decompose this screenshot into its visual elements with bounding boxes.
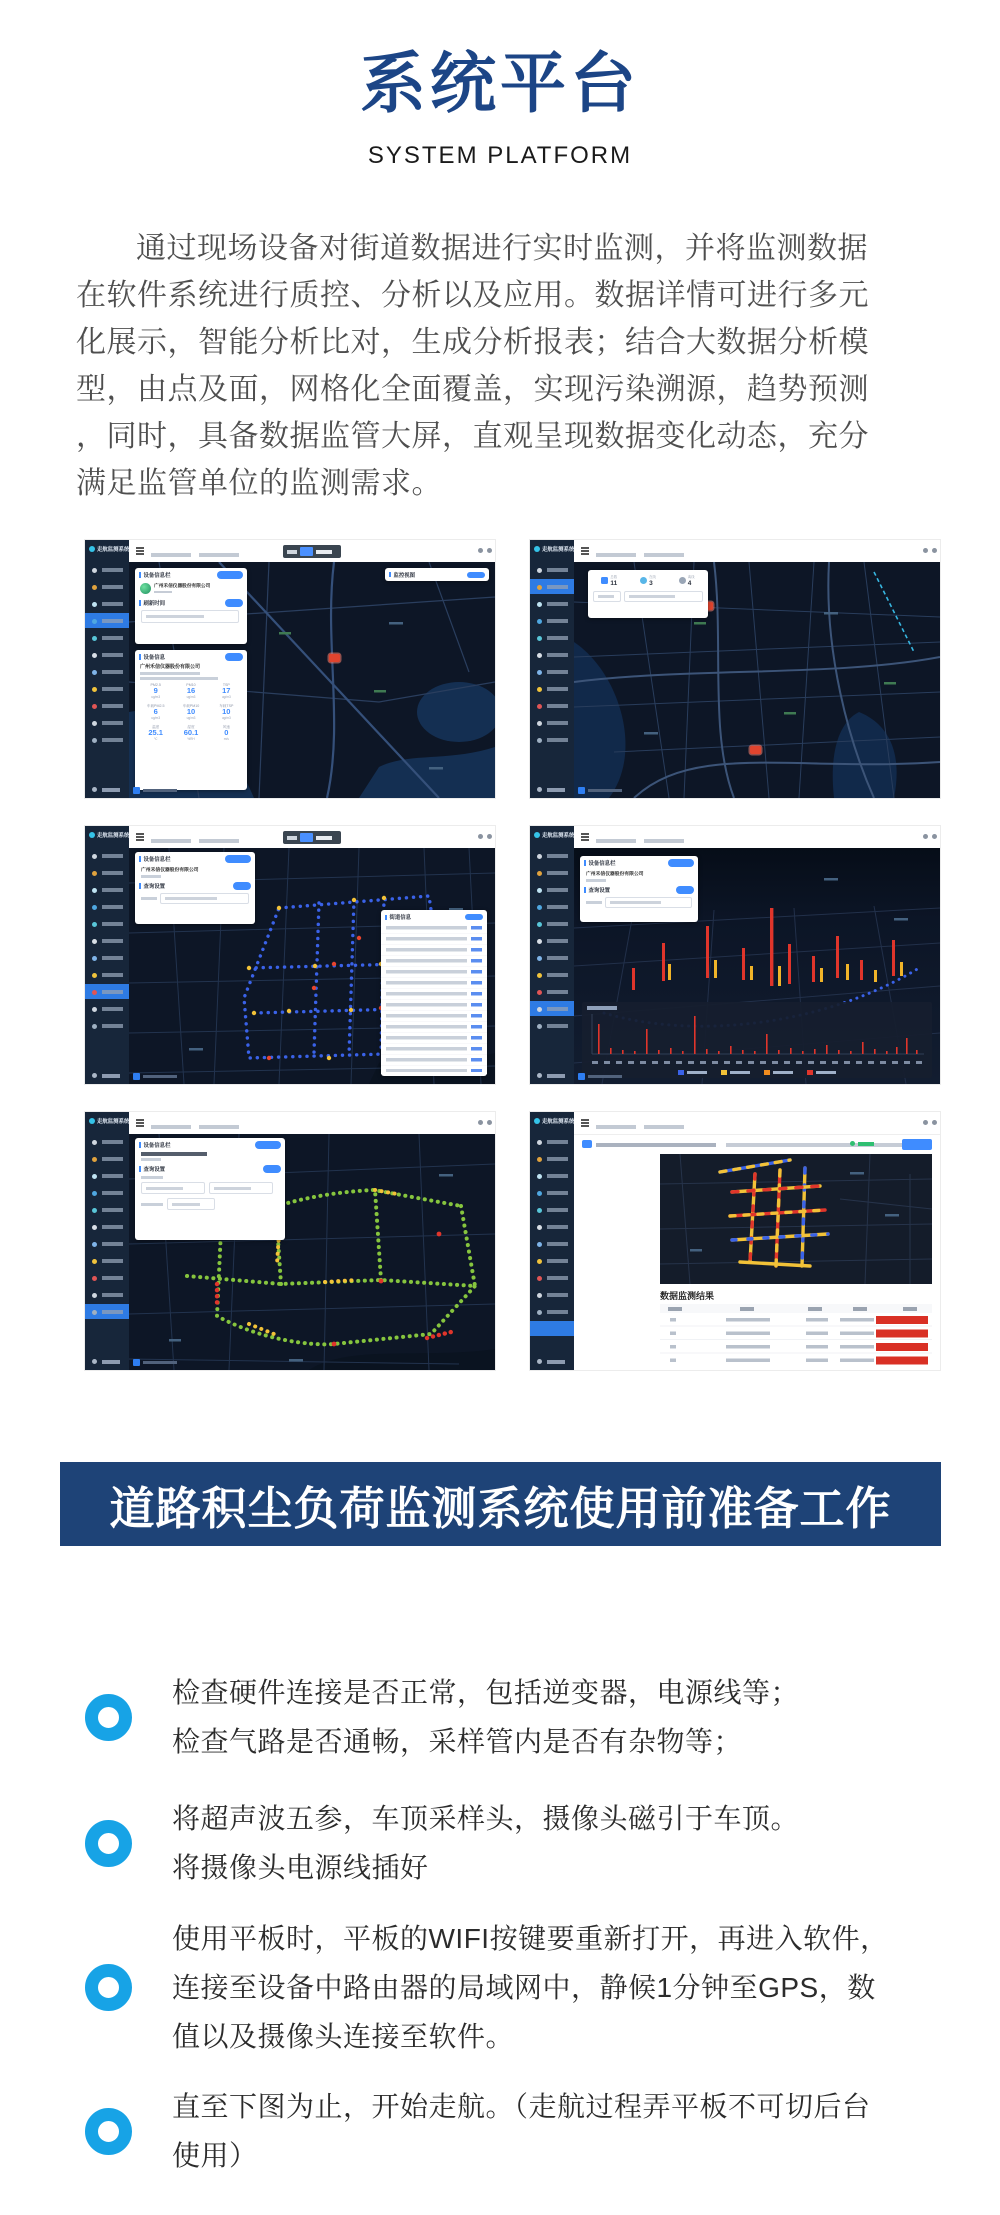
app-title: 走航监测系统 <box>542 547 575 553</box>
metric-cell: 车载TSP 10 ug/m3 <box>219 703 234 720</box>
sidebar-footer-item <box>537 1359 542 1364</box>
breadcrumb <box>596 1125 636 1129</box>
chart-legend <box>678 1070 836 1075</box>
dark-map-view <box>574 562 940 798</box>
screenshot-3d-pollution-bars <box>530 826 940 1084</box>
company-name: 广州禾信仪器股份有限公司 <box>154 583 211 588</box>
intro-line: 型，由点及面，网格化全面覆盖，实现污染溯源，趋势预测 <box>76 373 869 406</box>
card-action-button <box>233 882 251 890</box>
card-action-button <box>668 859 694 867</box>
table-header <box>660 1304 932 1313</box>
map-mode-switch <box>283 831 341 844</box>
check-item-4 <box>85 2082 925 2180</box>
monitor-view-card <box>385 568 489 581</box>
screenshot-route-tracking-map <box>85 826 495 1084</box>
app-topbar <box>129 540 495 563</box>
refresh-input <box>141 610 239 623</box>
card-title: 设备信息栏 <box>588 861 616 867</box>
app-logo-icon <box>534 546 540 552</box>
check-line: 连接至设备中路由器的局域网中，静候1分钟至GPS，数 <box>172 1972 876 2003</box>
sidebar-menu-icons <box>92 854 97 859</box>
metric-grid <box>135 680 247 744</box>
check-line: 将超声波五参，车顶采样头，摄像头磁引于车顶。 <box>172 1803 800 1834</box>
intro-line: 在软件系统进行质控、分析以及应用。数据详情可进行多元 <box>76 279 869 312</box>
device-bar-card <box>580 856 698 922</box>
timeline-spikes-chart <box>582 1002 932 1078</box>
report-toolbar <box>582 1139 932 1152</box>
sidebar-footer-item <box>537 1073 542 1078</box>
card-title: 设备信息栏 <box>143 573 171 579</box>
fleet-stats-row <box>588 570 708 589</box>
card-title: 刷新时间 <box>143 601 166 607</box>
map-provider-logo <box>133 787 140 794</box>
card-title: 设备信息 <box>143 655 166 661</box>
app-topbar <box>129 826 495 849</box>
app-title: 走航监测系统 <box>97 1119 130 1125</box>
time-range-input <box>605 897 692 908</box>
map-mode-switch <box>283 545 341 558</box>
metric-cell: TSP 17 ug/m3 <box>221 683 231 699</box>
check-line: 直至下图为止，开始走航。（走航过程弄平板不可切后台 <box>172 2091 871 2122</box>
page-title: 系统平台 <box>360 46 640 120</box>
check-bullet-icon <box>85 2108 132 2155</box>
app-sidebar <box>530 540 574 798</box>
street-info-panel <box>381 910 487 1076</box>
toolbar-text-bars <box>596 1143 716 1147</box>
sidebar-menu-labels <box>102 1140 123 1318</box>
screenshot-grid <box>85 540 940 1370</box>
param-select <box>167 1198 215 1210</box>
menu-toggle-icon <box>136 1119 144 1121</box>
time-range-input <box>160 893 249 904</box>
screenshot-device-detail-map <box>85 540 495 798</box>
map-3d-view <box>574 848 940 1084</box>
stat-total: 总数 11 <box>601 574 617 587</box>
map-provider-logo <box>133 1359 140 1366</box>
menu-toggle-icon <box>581 833 589 835</box>
card-action-button <box>225 653 243 661</box>
sidebar-active-item <box>530 1321 574 1336</box>
stat-offline: 离线 4 <box>679 574 695 587</box>
online-icon <box>640 577 647 584</box>
card-title: 街道信息 <box>389 915 412 921</box>
metric-cell: 风速 0 m/s <box>222 724 230 741</box>
check-line: 检查硬件连接是否正常，包括逆变器，电源线等； <box>172 1677 800 1708</box>
sidebar-menu-icons <box>92 1140 97 1145</box>
device-bar-card <box>135 852 255 924</box>
breadcrumb <box>151 1125 191 1129</box>
app-sidebar <box>530 826 574 1084</box>
menu-toggle-icon <box>136 833 144 835</box>
check-item-2 <box>85 1794 925 1892</box>
intro-line: ，同时，具备数据监管大屏，直观呈现数据变化动态，充分 <box>76 420 869 453</box>
banner-title: 道路积尘负荷监测系统使用前准备工作 <box>109 1482 892 1534</box>
screenshot-monitor-result-table <box>530 1112 940 1370</box>
device-bar-card <box>135 568 247 644</box>
card-action-button <box>467 572 485 578</box>
sidebar-menu-icons <box>537 1140 542 1145</box>
result-table-title: 数据监测结果 <box>660 1291 715 1301</box>
sidebar-menu-labels <box>547 568 568 746</box>
topbar-action-icons <box>923 1120 928 1125</box>
check-bullet-icon <box>85 1694 132 1741</box>
check-item-3 <box>85 1914 925 2061</box>
menu-toggle-icon <box>581 547 589 549</box>
company-name: 广州禾信仪器股份有限公司 <box>140 664 201 670</box>
sidebar-footer-item <box>92 787 97 792</box>
timeline-chart-panel <box>582 1002 932 1078</box>
screenshot-dust-heat-route <box>85 1112 495 1370</box>
sidebar-menu-icons <box>537 854 542 859</box>
app-topbar <box>574 540 940 563</box>
dark-map-view <box>129 848 495 1084</box>
map-provider-logo <box>133 1073 140 1080</box>
result-table <box>660 1304 932 1366</box>
check-line: 检查气路是否通畅，采样管内是否有杂物等； <box>172 1726 743 1757</box>
metric-cell: PM2.5 9 ug/m3 <box>150 683 161 699</box>
app-title: 走航监测系统 <box>542 833 575 839</box>
card-action-button <box>217 571 243 579</box>
screenshot-fleet-overview-map <box>530 540 940 798</box>
legend-item-orange <box>764 1070 793 1075</box>
card-action-button <box>225 599 243 607</box>
app-sidebar <box>85 826 129 1084</box>
check-bullet-icon <box>85 1964 132 2011</box>
intro-paragraph <box>76 225 928 507</box>
check-line: 将摄像头电源线插好 <box>172 1852 429 1883</box>
sidebar-menu-labels <box>102 568 123 746</box>
card-title: 设备信息栏 <box>143 857 171 863</box>
result-map-routes <box>660 1154 932 1284</box>
card-title: 查询设置 <box>588 888 611 894</box>
chart-x-axis-labels <box>592 1061 924 1064</box>
app-sidebar <box>85 1112 129 1370</box>
export-button <box>902 1139 932 1150</box>
check-item-1 <box>85 1668 925 1766</box>
intro-line: 满足监管单位的监测需求。 <box>76 467 442 500</box>
topbar-action-icons <box>923 548 928 553</box>
app-sidebar <box>85 540 129 798</box>
search-input <box>624 591 703 602</box>
sidebar-menu-icons <box>537 568 542 573</box>
app-title: 走航监测系统 <box>542 1119 575 1125</box>
vehicle-icon <box>582 1140 592 1148</box>
dark-map-view <box>129 562 495 798</box>
app-title: 走航监测系统 <box>97 833 130 839</box>
breadcrumb <box>596 553 636 557</box>
company-name: 广州禾信仪器股份有限公司 <box>141 868 199 873</box>
card-action-button <box>676 886 694 894</box>
app-sidebar <box>530 1112 574 1370</box>
app-logo-icon <box>89 546 95 552</box>
vehicle-marker-icon <box>750 746 761 754</box>
topbar-action-icons <box>923 834 928 839</box>
topbar-action-icons <box>478 1120 483 1125</box>
card-title: 查询设置 <box>143 884 166 890</box>
legend-item-yellow <box>721 1070 750 1075</box>
trend-red-bars <box>876 1316 928 1366</box>
fleet-stats-card <box>588 570 708 618</box>
end-date-input <box>209 1182 273 1194</box>
sidebar-footer-item <box>92 1073 97 1078</box>
breadcrumb <box>151 839 191 843</box>
check-bullet-icon <box>85 1820 132 1867</box>
offline-icon <box>679 577 686 584</box>
company-logo-icon <box>140 583 151 594</box>
intro-line: 通过现场设备对街道数据进行实时监测，并将监测数据 <box>136 232 868 265</box>
legend-item-blue <box>678 1070 707 1075</box>
app-title: 走航监测系统 <box>97 547 130 553</box>
sidebar-footer-item <box>537 787 542 792</box>
topbar-action-icons <box>478 548 483 553</box>
app-topbar <box>129 1112 495 1135</box>
card-action-button <box>465 914 483 920</box>
sidebar-footer-item <box>92 1359 97 1364</box>
stat-online: 在线 3 <box>640 574 656 587</box>
device-bar-card <box>135 1138 285 1240</box>
menu-toggle-icon <box>581 1119 589 1121</box>
card-title: 查询设置 <box>143 1167 166 1173</box>
page-subtitle: SYSTEM PLATFORM <box>367 142 633 169</box>
app-logo-icon <box>89 832 95 838</box>
online-status-icon <box>850 1141 855 1146</box>
metric-cell: 湿度 60.1 %RH <box>183 724 199 741</box>
dark-map-view <box>129 1134 495 1370</box>
check-line: 使用平板时，平板的WIFI按键要重新打开，再进入软件， <box>172 1923 889 1954</box>
sidebar-menu-icons <box>92 568 97 573</box>
check-line: 值以及摄像头连接至软件。 <box>172 2021 515 2052</box>
sidebar-menu-labels <box>102 854 123 1032</box>
card-action-button <box>263 1165 281 1173</box>
metric-cell: 车载PM2.5 6 ug/m3 <box>146 703 165 720</box>
legend-item-red <box>807 1070 836 1075</box>
company-name: 广州禾信仪器股份有限公司 <box>586 872 644 877</box>
card-title: 设备信息栏 <box>143 1143 171 1149</box>
card-title: 监控视图 <box>393 572 416 579</box>
vehicle-count-icon <box>601 577 608 584</box>
start-date-input <box>141 1182 205 1194</box>
app-logo-icon <box>89 1118 95 1124</box>
menu-toggle-icon <box>136 547 144 549</box>
card-action-button <box>255 1141 281 1149</box>
vehicle-marker-icon <box>329 654 340 662</box>
result-map-thumbnail <box>660 1154 932 1284</box>
app-topbar <box>574 826 940 849</box>
metric-cell: PM10 16 ug/m3 <box>186 683 196 699</box>
breadcrumb <box>596 839 636 843</box>
section-banner <box>60 1462 941 1546</box>
device-info-card <box>135 650 247 790</box>
map-provider-logo <box>578 787 585 794</box>
metric-cell: 温度 25.1 ℃ <box>148 724 163 741</box>
metric-cell: 车载PM10 10 ug/m3 <box>182 703 200 720</box>
intro-line: 化展示，智能分析比对，生成分析报表；结合大数据分析模 <box>76 326 869 359</box>
breadcrumb <box>151 553 191 557</box>
app-topbar <box>574 1112 940 1135</box>
topbar-action-icons <box>478 834 483 839</box>
sidebar-menu-labels <box>547 1140 568 1318</box>
card-action-button <box>225 855 251 863</box>
app-logo-icon <box>534 1118 540 1124</box>
app-logo-icon <box>534 832 540 838</box>
sidebar-menu-labels <box>547 854 568 1032</box>
map-provider-logo <box>578 1073 585 1080</box>
filter-select <box>593 591 621 602</box>
check-line: 使用） <box>172 2140 258 2171</box>
